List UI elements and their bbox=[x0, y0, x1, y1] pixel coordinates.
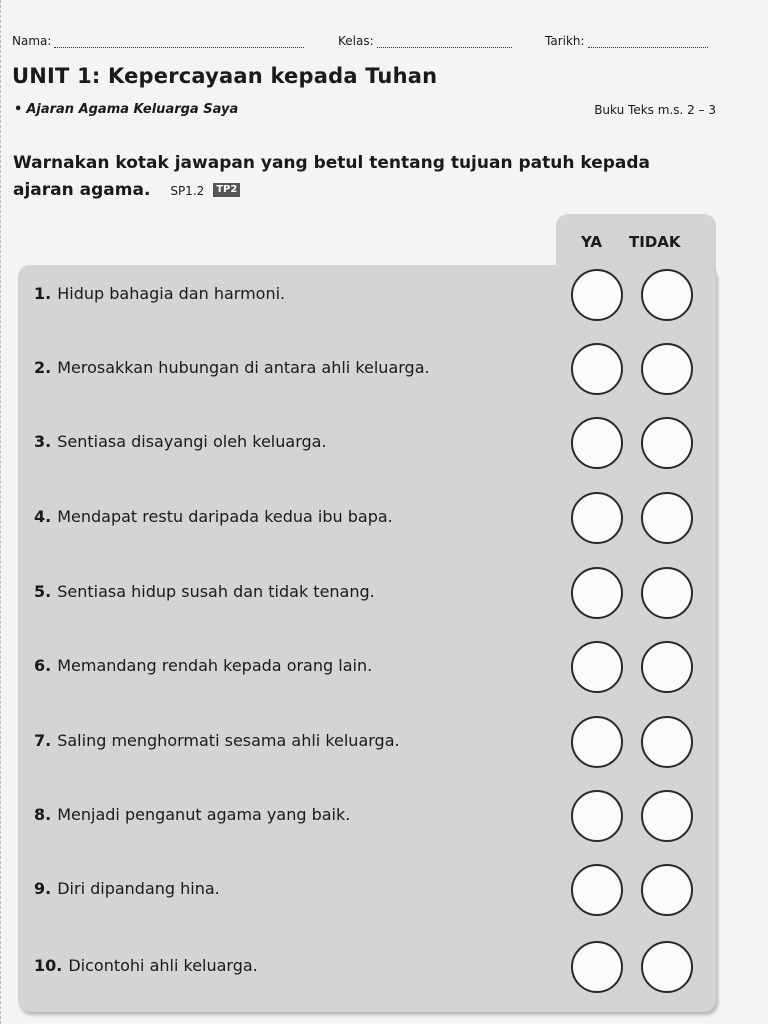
question-item bbox=[0, 339, 768, 399]
question-label: Merosakkan hubungan di antara ahli keluarga. bbox=[57, 358, 430, 377]
tidak-answer-circle[interactable] bbox=[641, 492, 693, 544]
question-text bbox=[34, 582, 375, 601]
question-label: Mendapat restu daripada kedua ibu bapa. bbox=[57, 507, 393, 526]
tp-badge: TP2 bbox=[213, 183, 240, 197]
question-number: 9. bbox=[34, 879, 52, 898]
ya-answer-circle[interactable] bbox=[571, 343, 623, 395]
question-text bbox=[34, 507, 393, 526]
tidak-answer-circle[interactable] bbox=[641, 567, 693, 619]
question-text bbox=[34, 358, 430, 377]
instruction bbox=[13, 150, 693, 205]
nama-label: Nama: bbox=[12, 34, 52, 48]
book-reference: Buku Teks m.s. 2 – 3 bbox=[594, 103, 716, 117]
tidak-answer-circle[interactable] bbox=[641, 641, 693, 693]
question-number: 3. bbox=[34, 432, 52, 451]
subtitle-text: Ajaran Agama Keluarga Saya bbox=[26, 102, 239, 117]
question-number: 2. bbox=[34, 358, 52, 377]
question-number: 10. bbox=[34, 956, 63, 975]
kelas-field[interactable] bbox=[338, 34, 512, 48]
ya-answer-circle[interactable] bbox=[571, 790, 623, 842]
question-text bbox=[34, 805, 350, 824]
tidak-answer-circle[interactable] bbox=[641, 716, 693, 768]
tidak-answer-circle[interactable] bbox=[641, 941, 693, 993]
instruction-text: Warnakan kotak jawapan yang betul tentang tujuan patuh kepada ajaran agama. bbox=[13, 153, 651, 200]
tidak-answer-circle[interactable] bbox=[641, 343, 693, 395]
sp-code: SP1.2 bbox=[170, 184, 205, 198]
question-number: 6. bbox=[34, 656, 52, 675]
ya-answer-circle[interactable] bbox=[571, 492, 623, 544]
question-number: 7. bbox=[34, 731, 52, 750]
ya-column-header: YA bbox=[581, 233, 603, 251]
tidak-answer-circle[interactable] bbox=[641, 417, 693, 469]
tidak-column-header: TIDAK bbox=[629, 233, 681, 251]
ya-answer-circle[interactable] bbox=[571, 864, 623, 916]
question-item bbox=[0, 563, 768, 623]
ya-answer-circle[interactable] bbox=[571, 417, 623, 469]
ya-answer-circle[interactable] bbox=[571, 941, 623, 993]
unit-title: UNIT 1: Kepercayaan kepada Tuhan bbox=[12, 64, 438, 88]
question-label: Memandang rendah kepada orang lain. bbox=[57, 656, 373, 675]
question-item bbox=[0, 413, 768, 473]
question-number: 1. bbox=[34, 284, 52, 303]
subtitle bbox=[14, 102, 238, 117]
kelas-label: Kelas: bbox=[338, 34, 374, 48]
question-text bbox=[34, 879, 220, 898]
question-label: Sentiasa disayangi oleh keluarga. bbox=[57, 432, 327, 451]
tidak-answer-circle[interactable] bbox=[641, 269, 693, 321]
question-label: Sentiasa hidup susah dan tidak tenang. bbox=[57, 582, 375, 601]
ya-answer-circle[interactable] bbox=[571, 269, 623, 321]
ya-answer-circle[interactable] bbox=[571, 567, 623, 619]
student-info-row bbox=[12, 34, 757, 52]
question-number: 8. bbox=[34, 805, 52, 824]
question-item bbox=[0, 786, 768, 846]
question-text bbox=[34, 731, 400, 750]
tidak-answer-circle[interactable] bbox=[641, 864, 693, 916]
ya-answer-circle[interactable] bbox=[571, 641, 623, 693]
question-label: Menjadi penganut agama yang baik. bbox=[57, 805, 351, 824]
question-number: 4. bbox=[34, 507, 52, 526]
question-item bbox=[0, 265, 768, 325]
question-item bbox=[0, 712, 768, 772]
kelas-line[interactable] bbox=[377, 35, 512, 48]
question-label: Hidup bahagia dan harmoni. bbox=[57, 284, 286, 303]
nama-field[interactable] bbox=[12, 34, 304, 48]
tarikh-label: Tarikh: bbox=[545, 34, 585, 48]
bullet-icon: • bbox=[14, 102, 23, 117]
question-text bbox=[34, 432, 327, 451]
question-text bbox=[34, 656, 372, 675]
question-label: Saling menghormati sesama ahli keluarga. bbox=[57, 731, 400, 750]
question-text bbox=[34, 956, 258, 975]
question-item bbox=[0, 860, 768, 920]
question-text bbox=[34, 284, 285, 303]
question-item bbox=[0, 488, 768, 548]
question-label: Dicontohi ahli keluarga. bbox=[68, 956, 258, 975]
ya-answer-circle[interactable] bbox=[571, 716, 623, 768]
tarikh-field[interactable] bbox=[545, 34, 708, 48]
tidak-answer-circle[interactable] bbox=[641, 790, 693, 842]
question-item bbox=[0, 637, 768, 697]
question-label: Diri dipandang hina. bbox=[57, 879, 220, 898]
question-item bbox=[0, 937, 768, 997]
nama-line[interactable] bbox=[54, 35, 304, 48]
tarikh-line[interactable] bbox=[588, 35, 708, 48]
question-number: 5. bbox=[34, 582, 52, 601]
